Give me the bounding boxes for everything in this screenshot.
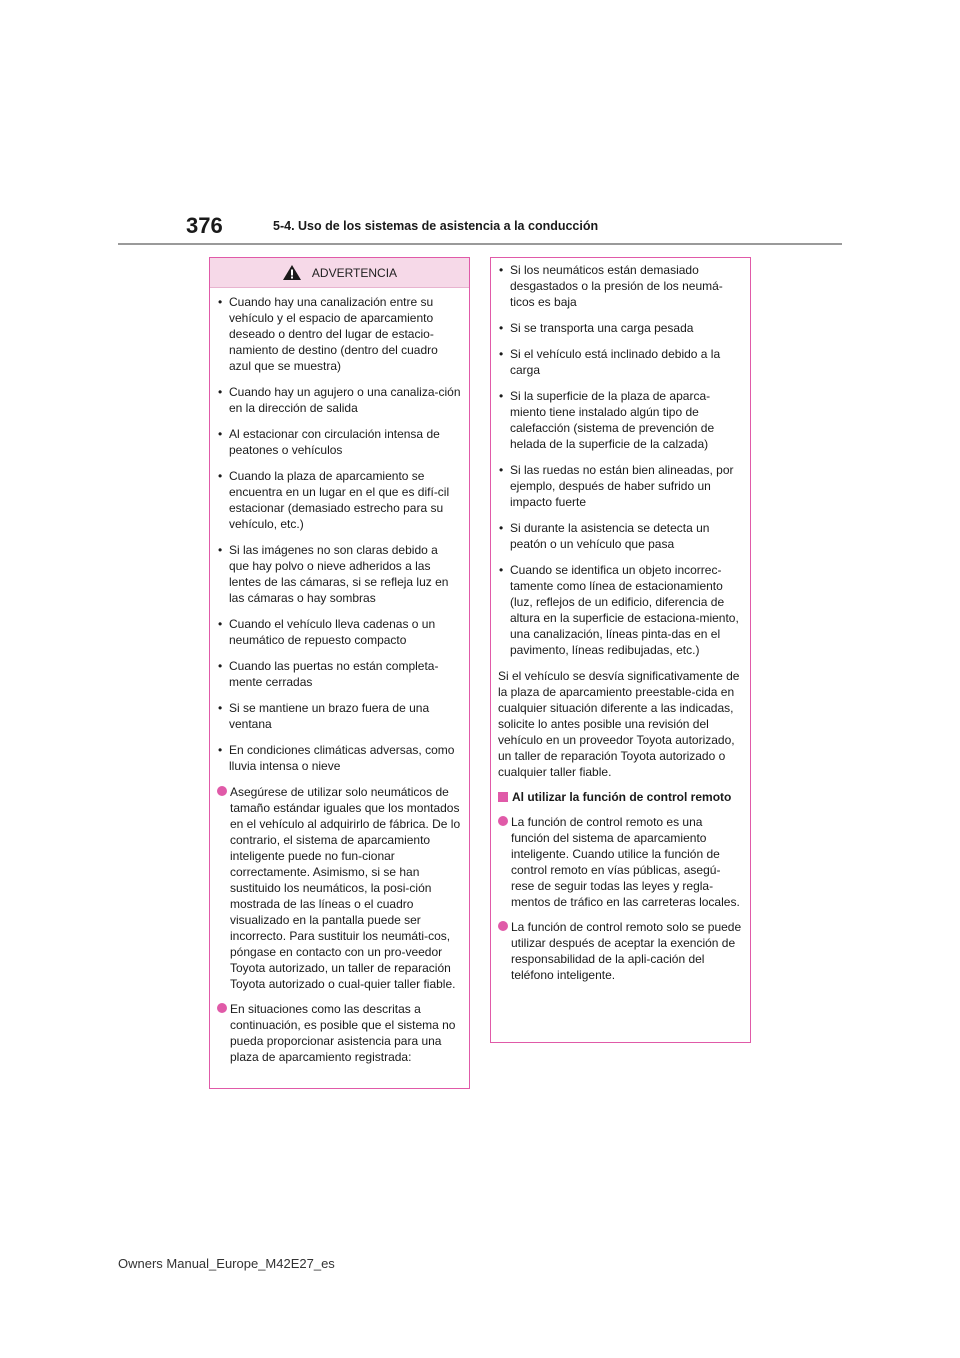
list-item: • Si el vehículo está inclinado debido a la carga xyxy=(498,346,742,378)
list-item: • Cuando la plaza de aparcamiento se encuentra en un lugar en el que es difí-cil estacionar (demasiado estrecho para su vehículo, etc.) xyxy=(217,468,461,532)
list-item: • Si las imágenes no son claras debido a que hay polvo o nieve adheridos a las lentes de las cámaras, si se refleja luz en las cámaras o hay sombras xyxy=(217,542,461,606)
list-item: • Cuando el vehículo lleva cadenas o un neumático de repuesto compacto xyxy=(217,616,461,648)
header-divider xyxy=(118,243,842,245)
list-item: • Al estacionar con circulación intensa de peatones o vehículos xyxy=(217,426,461,458)
list-item: • Cuando hay un agujero o una canaliza-ción en la dirección de salida xyxy=(217,384,461,416)
remote-control-note xyxy=(498,814,742,910)
circle-bullet-icon xyxy=(498,921,508,931)
warning-bullet-list xyxy=(217,294,461,774)
continuation-bullet-list xyxy=(498,262,742,658)
list-item: • Si las ruedas no están bien alineadas, por ejemplo, después de haber sufrido un impacto fuerte xyxy=(498,462,742,510)
warning-triangle-icon xyxy=(282,264,302,281)
warning-note xyxy=(217,1001,461,1065)
square-bullet-icon xyxy=(498,792,508,802)
list-item: • Si los neumáticos están demasiado desgastados o la presión de los neumá-ticos es baja xyxy=(498,262,742,310)
list-item: • Cuando se identifica un objeto incorrec-tamente como línea de estacionamiento (luz, reflejos de un edificio, diferencia de altura en la superficie de estaciona-miento, una canalización, líneas pinta-das en el pavimento, líneas redibujadas, etc.) xyxy=(498,562,742,658)
footer-manual-id: Owners Manual_Europe_M42E27_es xyxy=(118,1256,335,1271)
warning-box xyxy=(209,257,470,1089)
list-item: • En condiciones climáticas adversas, como lluvia intensa o nieve xyxy=(217,742,461,774)
list-item: • Si durante la asistencia se detecta un peatón o un vehículo que pasa xyxy=(498,520,742,552)
list-item: • Si la superficie de la plaza de aparca-miento tiene instalado algún tipo de calefacción (sistema de prevención de helada de la superficie de la calzada) xyxy=(498,388,742,452)
remote-control-note-text: La función de control remoto es una función del sistema de aparcamiento inteligente. Cuando utilice la función de control remoto en vías públicas, asegú-rese de seguir todas las leyes y regla-mentos de tráfico en las carreteras locales. xyxy=(511,815,740,909)
remote-control-subheading xyxy=(498,789,742,805)
remote-control-note-text: La función de control remoto solo se puede utilizar después de aceptar la exención de responsabilidad de la apli-cación del teléfono inteligente. xyxy=(511,920,742,982)
circle-bullet-icon xyxy=(217,1003,227,1013)
warning-note-text: Asegúrese de utilizar solo neumáticos de tamaño estándar iguales que los montados en el vehículo al adquirirlo de fábrica. De lo contrario, el sistema de aparcamiento inteligente puede no fun-cionar correctamente. Asimismo, si se han sustituido los neumáticos, la posi-ción mostrada de las líneas o el cuadro visualizado en la pantalla puede ser incorrecto. Para sustituir los neumáti-cos, póngase en contacto con un pro-veedor Toyota autorizado, un taller de reparación Toyota autorizado o cual-quier taller fiable. xyxy=(230,785,461,991)
remote-control-note xyxy=(498,919,742,983)
warning-header xyxy=(210,258,469,288)
warning-continuation-box xyxy=(490,257,751,1043)
deviation-paragraph: Si el vehículo se desvía significativamente de la plaza de aparcamiento preestable-cida en cualquier situación diferente a las indicadas, solicite lo antes posible una revisión del vehículo en un proveedor Toyota autorizado, un taller de reparación Toyota autorizado o cualquier taller fiable. xyxy=(498,669,740,779)
warning-note xyxy=(217,784,461,992)
list-item: • Cuando las puertas no están completa-mente cerradas xyxy=(217,658,461,690)
circle-bullet-icon xyxy=(217,786,227,796)
list-item: • Cuando hay una canalización entre su vehículo y el espacio de aparcamiento deseado o dentro del lugar de estacio-namiento de destino (dentro del cuadro azul que se muestra) xyxy=(217,294,461,374)
list-item: • Si se mantiene un brazo fuera de una ventana xyxy=(217,700,461,732)
page-number: 376 xyxy=(186,213,223,238)
subheading-text: Al utilizar la función de control remoto xyxy=(512,790,732,804)
circle-bullet-icon xyxy=(498,816,508,826)
section-title: 5-4. Uso de los sistemas de asistencia a la conducción xyxy=(273,219,599,233)
list-item: • Si se transporta una carga pesada xyxy=(498,320,742,336)
warning-title: ADVERTENCIA xyxy=(311,265,398,280)
warning-note-text: En situaciones como las descritas a continuación, es posible que el sistema no pueda proporcionar asistencia para una plaza de aparcamiento registrada: xyxy=(230,1002,456,1064)
